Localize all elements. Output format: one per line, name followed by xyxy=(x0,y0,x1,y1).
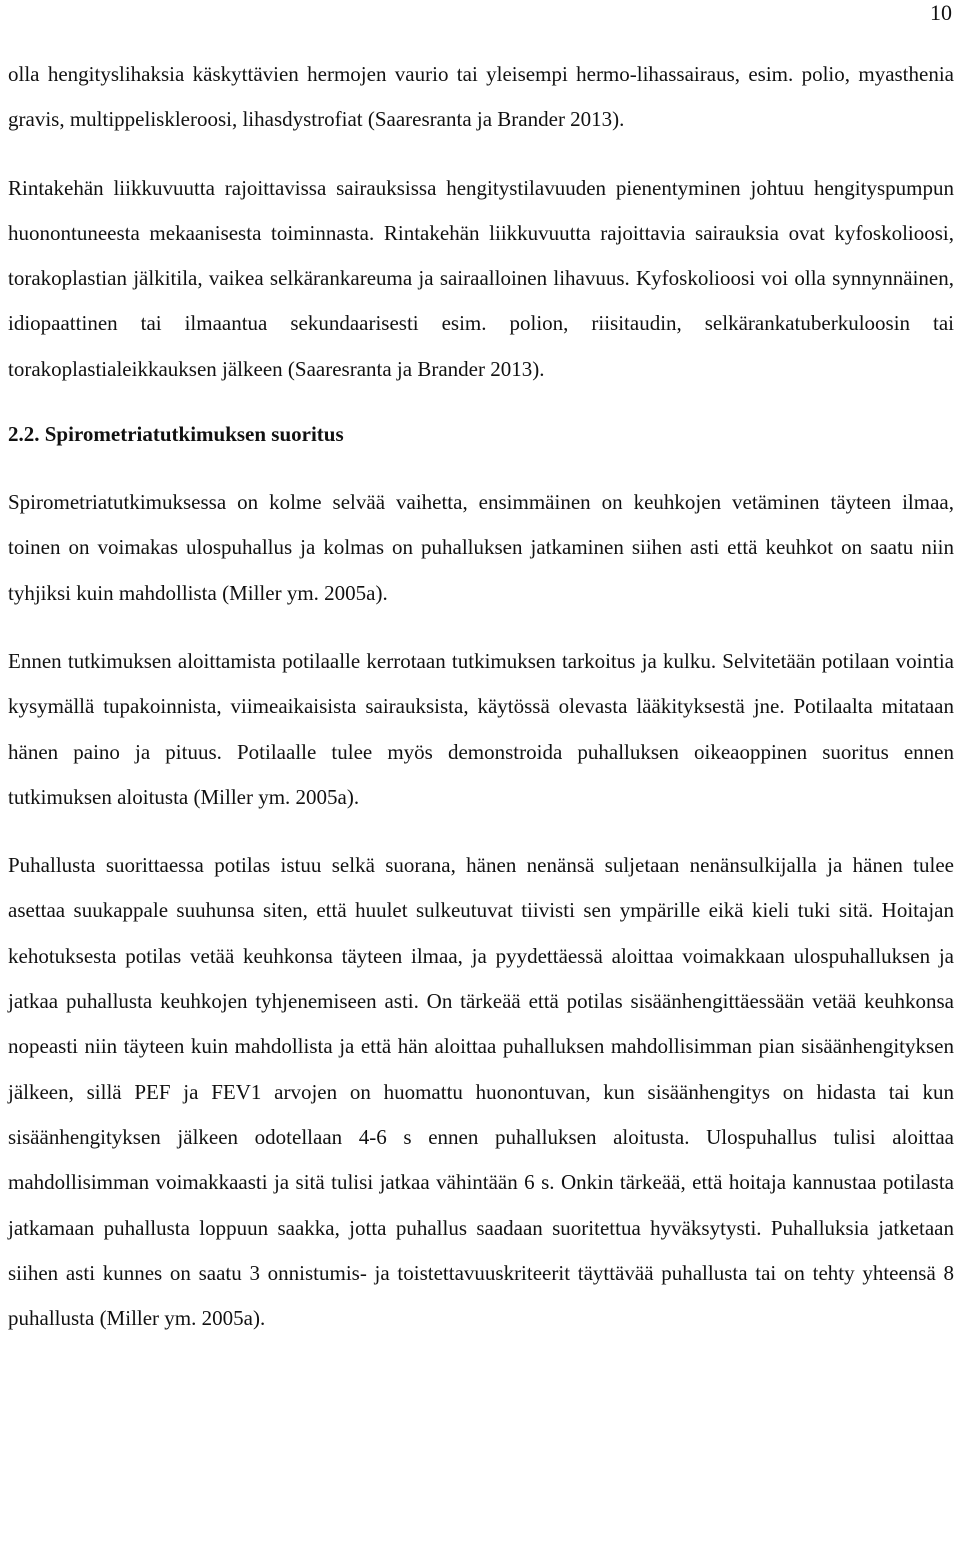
paragraph-section-3: Puhallusta suorittaessa potilas istuu selkä suorana, hänen nenänsä suljetaan nenänsulkijalla ja hänen tulee asettaa suukappale suuhunsa siten, että huulet sulkeutuvat tiivisti sen ympärille eikä kieli tuki sitä. Hoitajan kehotuksesta potilas vetää keuhkonsa täyteen ilmaa, ja pyydettäessä aloittaa voimakkaan ulospuhalluksen ja jatkaa puhallusta keuhkojen tyhjenemiseen asti. On tärkeää että potilas sisäänhengittäessään vetää keuhkonsa nopeasti niin täyteen kuin mahdollista ja että hän aloittaa puhalluksen mahdollisimman pian sisäänhengityksen jälkeen, sillä PEF ja FEV1 arvojen on huomattu huonontuvan, kun sisäänhengitys on hidasta tai kun sisäänhengityksen jälkeen odotellaan 4-6 s ennen puhalluksen aloitusta. Ulospuhallus tulisi aloittaa mahdollisimman voimakkaasti ja sitä tulisi jatkaa vähintään 6 s. Onkin tärkeää, että hoitaja kannustaa potilasta jatkamaan puhallusta loppuun saakka, jotta puhallus saadaan suoritettua hyväksytysti. Puhalluksia jatketaan siihen asti kunnes on saatu 3 onnistumis- ja toistettavuuskriteerit täyttävää puhallusta tai on tehty yhteensä 8 puhallusta (Miller ym. 2005a). xyxy=(8,853,954,1331)
section-heading: 2.2. Spirometriatutkimuksen suoritus xyxy=(8,422,344,447)
document-body xyxy=(8,52,954,1341)
paragraph-section-2: Ennen tutkimuksen aloittamista potilaalle kerrotaan tutkimuksen tarkoitus ja kulku. Selvitetään potilaan vointia kysymällä tupakoinnista, viimeaikaisista sairauksista, käytössä olevasta lääkityksestä jne. Potilaalta mitataan hänen paino ja pituus. Potilaalle tulee myös demonstroida puhalluksen oikeaoppinen suoritus ennen tutkimuksen aloitusta (Miller ym. 2005a). xyxy=(8,648,954,809)
paragraph-intro-1: olla hengityslihaksia käskyttävien hermojen vaurio tai yleisempi hermo-lihassairaus, esim. polio, myasthenia gravis, multippeliskleroosi, lihasdystrofiat (Saaresranta ja Brander 2013). xyxy=(8,62,954,132)
paragraph-section-1: Spirometriatutkimuksessa on kolme selvää vaihetta, ensimmäinen on keuhkojen vetäminen täyteen ilmaa, toinen on voimakas ulospuhallus ja kolmas on puhalluksen jatkaminen siihen asti että keuhkot on saatu niin tyhjiksi kuin mahdollista (Miller ym. 2005a). xyxy=(8,490,954,605)
paragraph-intro-2: Rintakehän liikkuvuutta rajoittavissa sairauksissa hengitystilavuuden pienentyminen johtuu hengityspumpun huonontuneesta mekaanisesta toiminnasta. Rintakehän liikkuvuutta rajoittavia sairauksia ovat kyfoskolioosi, torakoplastian jälkitila, vaikea selkärankareuma ja sairaalloinen lihavuus. Kyfoskolioosi voi olla synnynnäinen, idiopaattinen tai ilmaantua sekundaarisesti esim. polion, riisitaudin, selkärankatuberkuloosin tai torakoplastialeikkauksen jälkeen (Saaresranta ja Brander 2013). xyxy=(8,175,954,381)
page-number: 10 xyxy=(930,0,952,25)
